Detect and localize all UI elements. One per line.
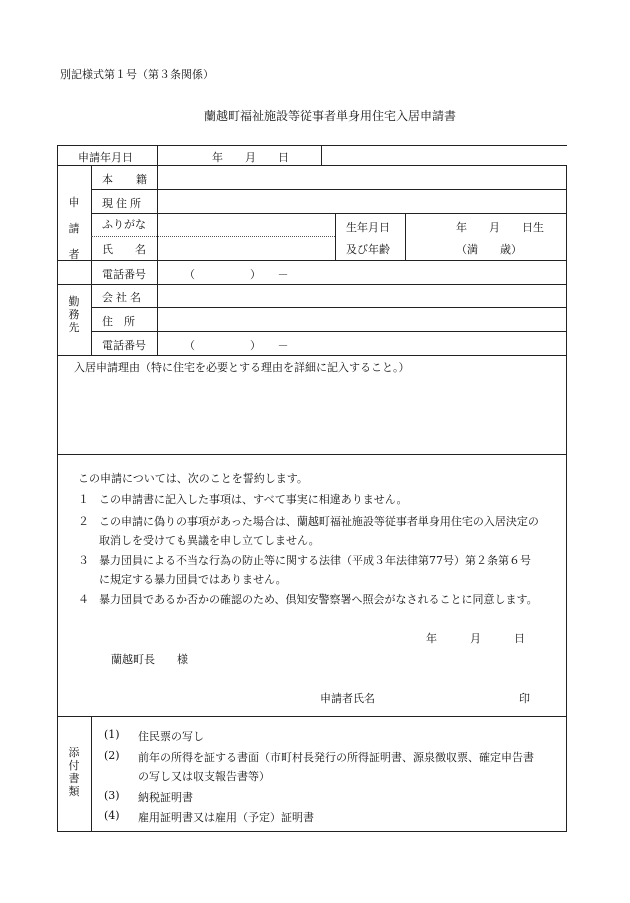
pledge-item-3-line2: に規定する暴力団員ではありません。: [99, 573, 287, 586]
table-bottom-border: [57, 831, 567, 832]
page-title: 蘭越町福祉施設等従事者単身用住宅入居申請書: [204, 109, 457, 123]
pledge-num-2: ２: [78, 515, 89, 528]
furigana-label: ふりがな: [102, 218, 146, 231]
furigana-field[interactable]: [158, 214, 334, 236]
workplace-label-text: 勤務先: [68, 295, 80, 334]
attachment-num-4: (4): [104, 809, 120, 822]
form-number: 別記様式第１号（第３条関係）: [60, 68, 214, 81]
attachment-num-2: (2): [104, 749, 120, 762]
attachments-divider: [91, 716, 92, 832]
table-top-border: [57, 145, 567, 146]
honseki-field[interactable]: [158, 166, 566, 189]
workplace-phone-label: 電話番号: [102, 339, 146, 352]
application-date-value[interactable]: 年 月 日: [212, 151, 289, 164]
addressee: 蘭越町長 様: [111, 653, 188, 666]
rule-355: [57, 355, 567, 356]
pledge-item-4: 暴力団員であるか否かの確認のため、倶知安警察署へ照会がなされることに同意します。: [99, 593, 538, 606]
company-field[interactable]: [158, 285, 566, 307]
workplace-section-label: [64, 295, 84, 334]
attachment-item-2-line2: の写し又は収支報告書等）: [138, 770, 270, 783]
date-right-border: [321, 145, 322, 165]
pledge-date[interactable]: 年 月 日: [426, 632, 525, 645]
application-date-label: 申請年月日: [78, 151, 133, 164]
birth-divider: [405, 213, 406, 260]
workplace-address-field[interactable]: [158, 308, 566, 331]
birth-left-border: [335, 213, 336, 260]
name-label: 氏 名: [102, 243, 146, 256]
attachment-item-1: 住民票の写し: [138, 730, 204, 743]
attachments-section-label: [64, 746, 84, 798]
reason-label: 入居申請理由（特に住宅を必要とする理由を詳細に記入すること。）: [74, 361, 410, 374]
company-label: 会社名: [102, 291, 144, 304]
pledge-item-2-line1: この申請に偽りの事項があった場合は、蘭越町福祉施設等従事者単身用住宅の入居決定の: [99, 515, 539, 528]
attachment-item-2-line1: 前年の所得を証する書面（市町村長発行の所得証明書、源泉徴収票、確定申告書: [138, 751, 534, 764]
pledge-num-4: ４: [78, 593, 89, 606]
applicant-label-text: 申請者: [68, 196, 80, 261]
attachments-label-text: 添付書類: [68, 746, 80, 798]
applicant-phone-label: 電話番号: [102, 268, 146, 281]
workplace-phone-value[interactable]: （ ） －: [184, 339, 289, 352]
birth-label-1: 生年月日: [346, 221, 390, 234]
pledge-item-1: この申請書に記入した事項は、すべて事実に相違ありません。: [99, 493, 408, 506]
applicant-section-label: [64, 190, 84, 268]
attachment-num-1: (1): [104, 728, 120, 741]
rule-260: [57, 260, 567, 261]
birth-value[interactable]: 年 月 日生: [456, 221, 544, 234]
pledge-num-3: ３: [78, 554, 89, 567]
workplace-address-label: 住 所: [102, 315, 135, 328]
attachment-num-3: (3): [104, 789, 120, 802]
table-left-border: [57, 145, 58, 832]
rule-331: [91, 331, 567, 332]
current-address-field[interactable]: [158, 190, 566, 213]
honseki-label: 本 籍: [102, 173, 153, 186]
birth-label-2: 及び年齢: [346, 243, 390, 256]
attachment-item-3: 納税証明書: [138, 791, 193, 804]
applicant-phone-value[interactable]: （ ） －: [184, 268, 289, 281]
applicant-name-field[interactable]: [392, 685, 512, 705]
table-right-border: [566, 165, 567, 832]
pledge-num-1: １: [78, 493, 89, 506]
reason-field[interactable]: [58, 378, 566, 453]
current-address-label: 現住所: [102, 197, 144, 210]
pledge-item-2-line2: 取消しを受けても異議を申し立てしません。: [99, 534, 320, 547]
rule-454: [57, 454, 567, 455]
pledge-item-3-line1: 暴力団員による不当な行為の防止等に関する法律（平成３年法律第77号）第２条第６号: [99, 554, 531, 567]
name-field[interactable]: [158, 237, 334, 260]
rule-716: [57, 716, 567, 717]
date-divider: [157, 145, 158, 165]
pledge-intro: この申請については、次のことを誓約します。: [78, 472, 308, 485]
attachment-item-4: 雇用証明書又は雇用（予定）証明書: [138, 811, 314, 824]
age-value[interactable]: （満 歳）: [456, 243, 522, 256]
seal-mark: 印: [519, 692, 530, 705]
applicant-name-label: 申請者氏名: [320, 692, 375, 705]
